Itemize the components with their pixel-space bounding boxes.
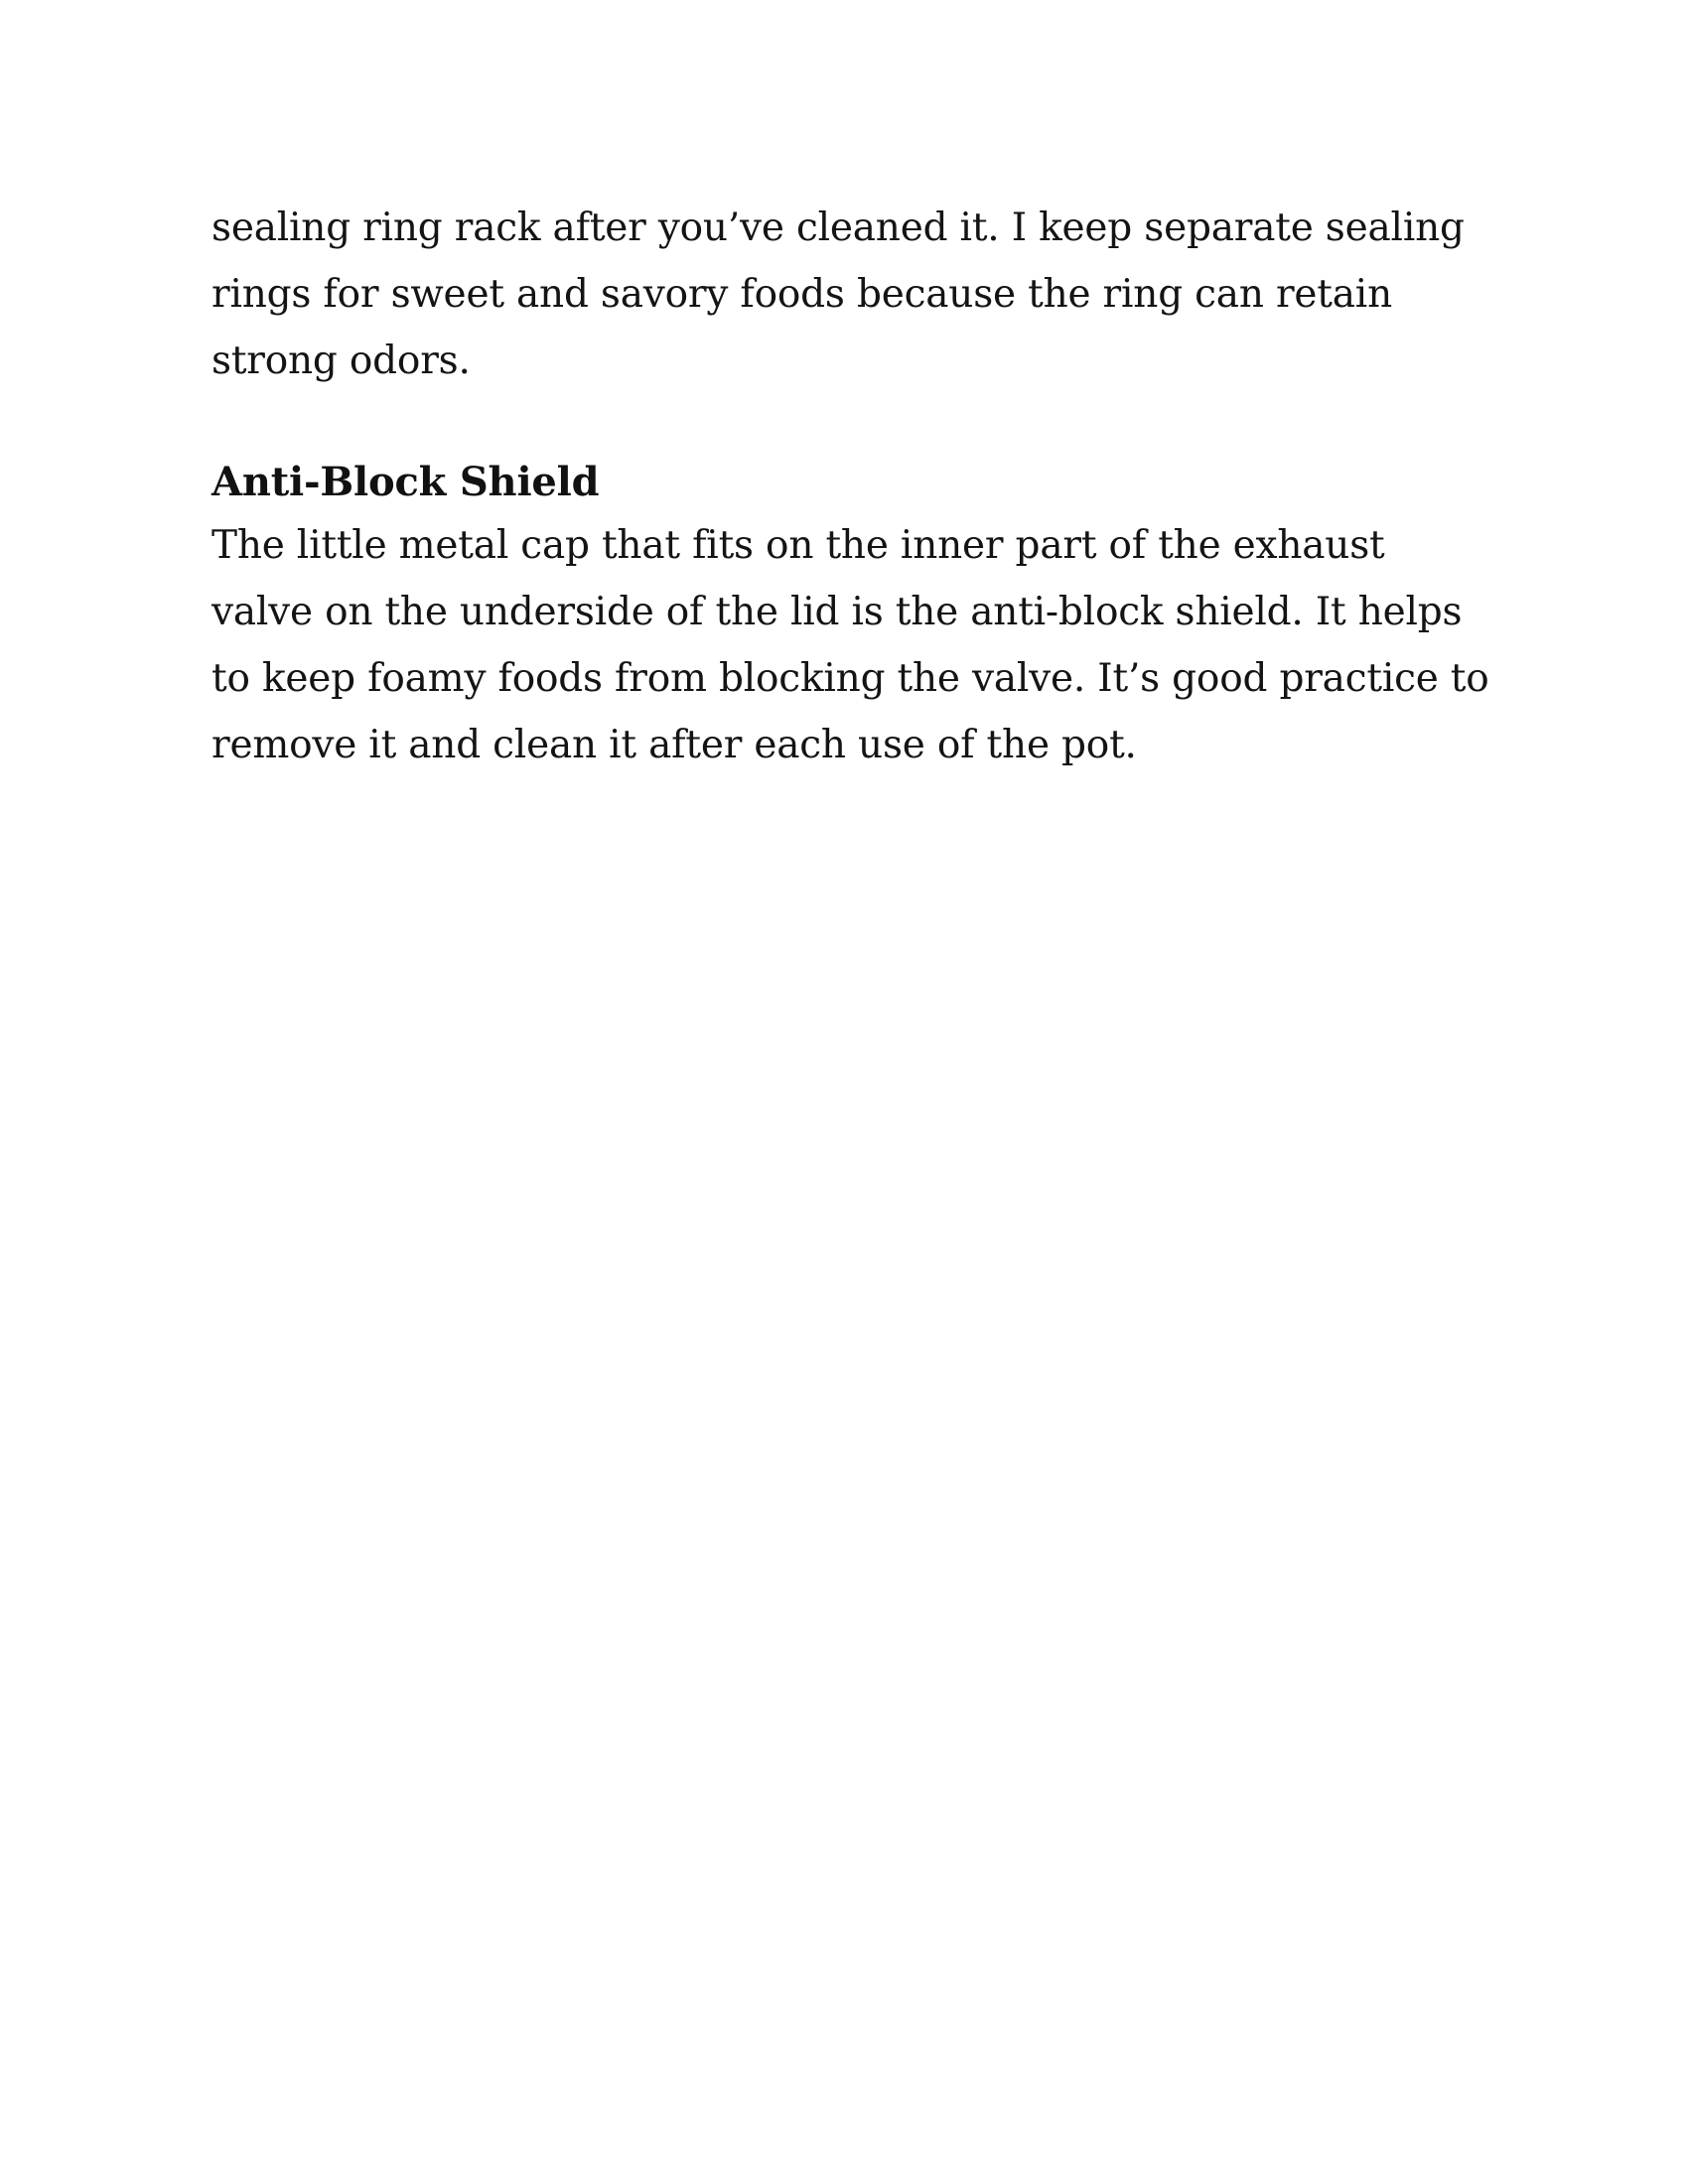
paragraph-line: remove it and clean it after each use of the pot. — [211, 723, 1137, 767]
section-paragraph — [211, 512, 1492, 778]
paragraph-line: The little metal cap that fits on the inner part of the exhaust — [211, 523, 1385, 568]
continued-paragraph — [211, 195, 1492, 394]
paragraph-line: rings for sweet and savory foods because the ring can retain — [211, 272, 1393, 317]
paragraph-line: to keep foamy foods from blocking the valve. It’s good practice to — [211, 656, 1489, 701]
paragraph-line: strong odors. — [211, 339, 471, 383]
paragraph-line: valve on the underside of the lid is the anti-block shield. It helps — [211, 590, 1463, 634]
document-page — [211, 195, 1492, 778]
paragraph-line: sealing ring rack after you’ve cleaned it. I keep separate sealing — [211, 205, 1465, 250]
section-heading: Anti-Block Shield — [211, 459, 600, 505]
